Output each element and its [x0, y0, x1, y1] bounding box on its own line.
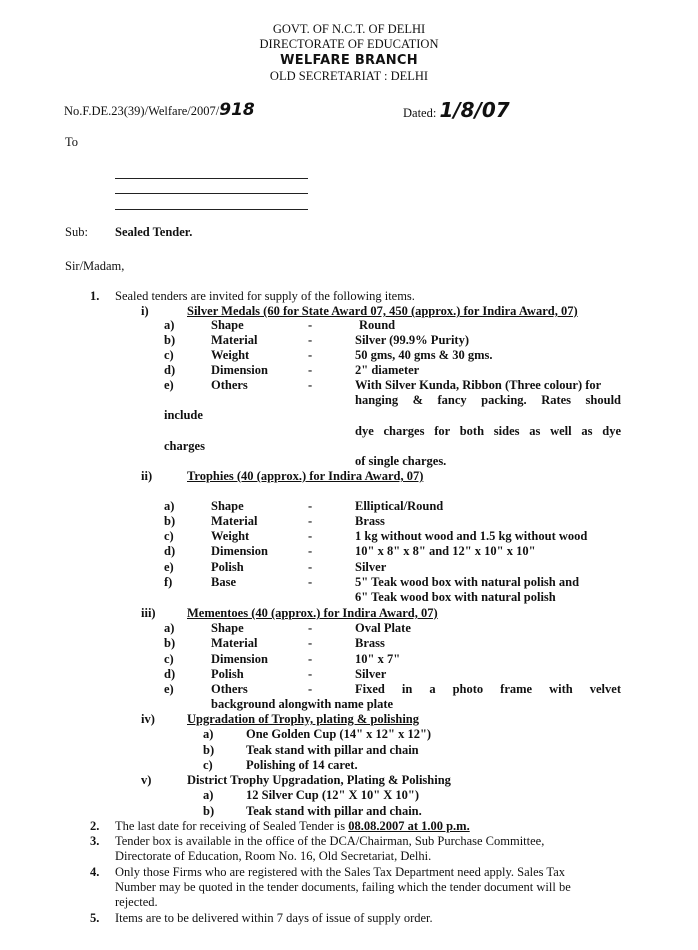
spec-value: Silver — [355, 560, 387, 574]
spec-dash: - — [308, 652, 313, 666]
section-ii-title: Trophies (40 (approx.) for Indira Award, 07) — [187, 469, 424, 483]
para-4-line-3: rejected. — [115, 895, 158, 909]
salutation: Sir/Madam, — [65, 259, 125, 273]
list-letter: b) — [203, 743, 215, 757]
dated — [403, 98, 510, 122]
spec-dash: - — [308, 575, 313, 589]
spec-dash: - — [308, 348, 313, 362]
spec-value-continued: include — [164, 408, 203, 422]
section-i-title: Silver Medals (60 for State Award 07, 450 (approx.) for Indira Award, 07) — [187, 304, 578, 318]
spec-key: Material — [211, 514, 258, 528]
para-3-line-1: Tender box is available in the office of the DCA/Chairman, Sub Purchase Committee, — [115, 834, 545, 848]
section-ii-number: ii) — [141, 469, 153, 483]
spec-letter: c) — [164, 348, 174, 362]
spec-key: Polish — [211, 667, 244, 681]
spec-dash: - — [308, 529, 313, 543]
spec-key: Others — [211, 378, 248, 392]
para-2-number: 2. — [90, 819, 100, 833]
section-iii-title: Mementoes (40 (approx.) for Indira Award, 07) — [187, 606, 438, 620]
spec-value-continued: hanging & fancy packing. Rates should — [355, 393, 621, 407]
spec-letter: c) — [164, 652, 174, 666]
spec-value: 5" Teak wood box with natural polish and — [355, 575, 580, 589]
spec-value: 1 kg without wood and 1.5 kg without wood — [355, 529, 588, 543]
para-4-line-2: Number may be quoted in the tender documents, failing which the tender document will be — [115, 880, 571, 894]
spec-key: Base — [211, 575, 236, 589]
spec-key: Shape — [211, 318, 244, 332]
header-directorate: DIRECTORATE OF EDUCATION — [259, 37, 439, 51]
spec-dash: - — [308, 636, 313, 650]
spec-key: Dimension — [211, 363, 268, 377]
spec-value: Oval Plate — [355, 621, 411, 635]
spec-key: Shape — [211, 499, 244, 513]
spec-value: 2" diameter — [355, 363, 420, 377]
spec-key: Shape — [211, 621, 244, 635]
dated-handwritten: 1/8/07 — [439, 98, 510, 122]
header-address: OLD SECRETARIAT : DELHI — [269, 69, 429, 83]
spec-letter: e) — [164, 560, 174, 574]
file-number-printed: No.F.DE.23(39)/Welfare/2007/ — [64, 104, 220, 118]
section-v-title: District Trophy Upgradation, Plating & Polishing — [187, 773, 451, 787]
spec-value: Silver (99.9% Purity) — [355, 333, 469, 347]
spec-key: Material — [211, 636, 258, 650]
section-iv-number: iv) — [141, 712, 155, 726]
spec-value: Brass — [355, 636, 385, 650]
para-5-text: Items are to be delivered within 7 days of issue of supply order. — [115, 911, 433, 925]
list-item: 12 Silver Cup (12" X 10" X 10") — [246, 788, 420, 802]
spec-value-continued: dye charges for both sides as well as dye — [355, 424, 621, 438]
address-line-1 — [115, 178, 308, 179]
para-1-number: 1. — [90, 289, 100, 303]
spec-dash: - — [308, 514, 313, 528]
spec-dash: - — [308, 667, 313, 681]
spec-letter: a) — [164, 499, 175, 513]
spec-letter: b) — [164, 636, 176, 650]
para-3-number: 3. — [90, 834, 100, 848]
list-letter: c) — [203, 758, 213, 772]
spec-letter: a) — [164, 621, 175, 635]
spec-value-continued: of single charges. — [355, 454, 447, 468]
spec-value: With Silver Kunda, Ribbon (Three colour) for — [355, 378, 602, 392]
section-i-number: i) — [141, 304, 149, 318]
para-4-line-1: Only those Firms who are registered with the Sales Tax Department need apply. Sales Tax — [115, 865, 565, 879]
subject-text: Sealed Tender. — [115, 225, 193, 239]
spec-letter: f) — [164, 575, 173, 589]
list-item: One Golden Cup (14" x 12" x 12") — [246, 727, 432, 741]
file-number — [64, 100, 255, 120]
address-line-3 — [115, 209, 308, 210]
spec-letter: b) — [164, 333, 176, 347]
spec-value: Elliptical/Round — [355, 499, 444, 513]
spec-key: Weight — [211, 529, 250, 543]
spec-dash: - — [308, 544, 313, 558]
list-item: Teak stand with pillar and chain — [246, 743, 419, 757]
spec-dash: - — [308, 499, 313, 513]
spec-value: Round — [359, 318, 396, 332]
para-2-body: The last date for receiving of Sealed Tender is — [115, 819, 349, 833]
spec-value-continued: charges — [164, 439, 205, 453]
spec-key: Polish — [211, 560, 244, 574]
spec-letter: e) — [164, 682, 174, 696]
spec-value-continued: 6" Teak wood box with natural polish — [355, 590, 556, 604]
spec-value-continued: background alongwith name plate — [211, 697, 394, 711]
list-letter: b) — [203, 804, 215, 818]
para-4-number: 4. — [90, 865, 100, 879]
address-line-2 — [115, 193, 308, 194]
spec-dash: - — [308, 621, 313, 635]
spec-letter: d) — [164, 363, 176, 377]
para-1-text: Sealed tenders are invited for supply of the following items. — [115, 289, 415, 303]
spec-value: 10" x 7" — [355, 652, 401, 666]
spec-key: Material — [211, 333, 258, 347]
spec-dash: - — [308, 378, 313, 392]
to-label: To — [65, 135, 79, 149]
header-govt: GOVT. OF N.C.T. OF DELHI — [272, 22, 426, 36]
spec-letter: b) — [164, 514, 176, 528]
spec-key: Dimension — [211, 544, 268, 558]
spec-letter: e) — [164, 378, 174, 392]
list-item: Polishing of 14 caret. — [246, 758, 358, 772]
para-2-text — [115, 819, 470, 834]
header-branch: WELFARE BRANCH — [280, 53, 418, 68]
section-iv-title: Upgradation of Trophy, plating & polishing — [187, 712, 420, 726]
spec-dash: - — [308, 363, 313, 377]
list-letter: a) — [203, 788, 214, 802]
spec-letter: d) — [164, 544, 176, 558]
spec-key: Others — [211, 682, 248, 696]
spec-value: 10" x 8" x 8" and 12" x 10" x 10" — [355, 544, 536, 558]
file-number-handwritten: 918 — [219, 100, 255, 120]
spec-value: Fixed in a photo frame with velvet — [355, 682, 621, 696]
spec-value: Silver — [355, 667, 387, 681]
para-5-number: 5. — [90, 911, 100, 925]
spec-dash: - — [308, 560, 313, 574]
section-iii-number: iii) — [141, 606, 156, 620]
spec-value: Brass — [355, 514, 385, 528]
spec-letter: d) — [164, 667, 176, 681]
para-3-line-2: Directorate of Education, Room No. 16, Old Secretariat, Delhi. — [115, 849, 432, 863]
spec-dash: - — [308, 333, 313, 347]
spec-value: 50 gms, 40 gms & 30 gms. — [355, 348, 493, 362]
list-letter: a) — [203, 727, 214, 741]
list-item: Teak stand with pillar and chain. — [246, 804, 422, 818]
spec-dash: - — [308, 318, 313, 332]
spec-letter: c) — [164, 529, 174, 543]
section-v-number: v) — [141, 773, 152, 787]
tender-deadline: 08.08.2007 at 1.00 p.m. — [348, 819, 470, 833]
subject-label: Sub: — [65, 225, 88, 239]
spec-key: Dimension — [211, 652, 268, 666]
spec-dash: - — [308, 682, 313, 696]
spec-letter: a) — [164, 318, 175, 332]
dated-label: Dated: — [403, 106, 437, 120]
spec-key: Weight — [211, 348, 250, 362]
